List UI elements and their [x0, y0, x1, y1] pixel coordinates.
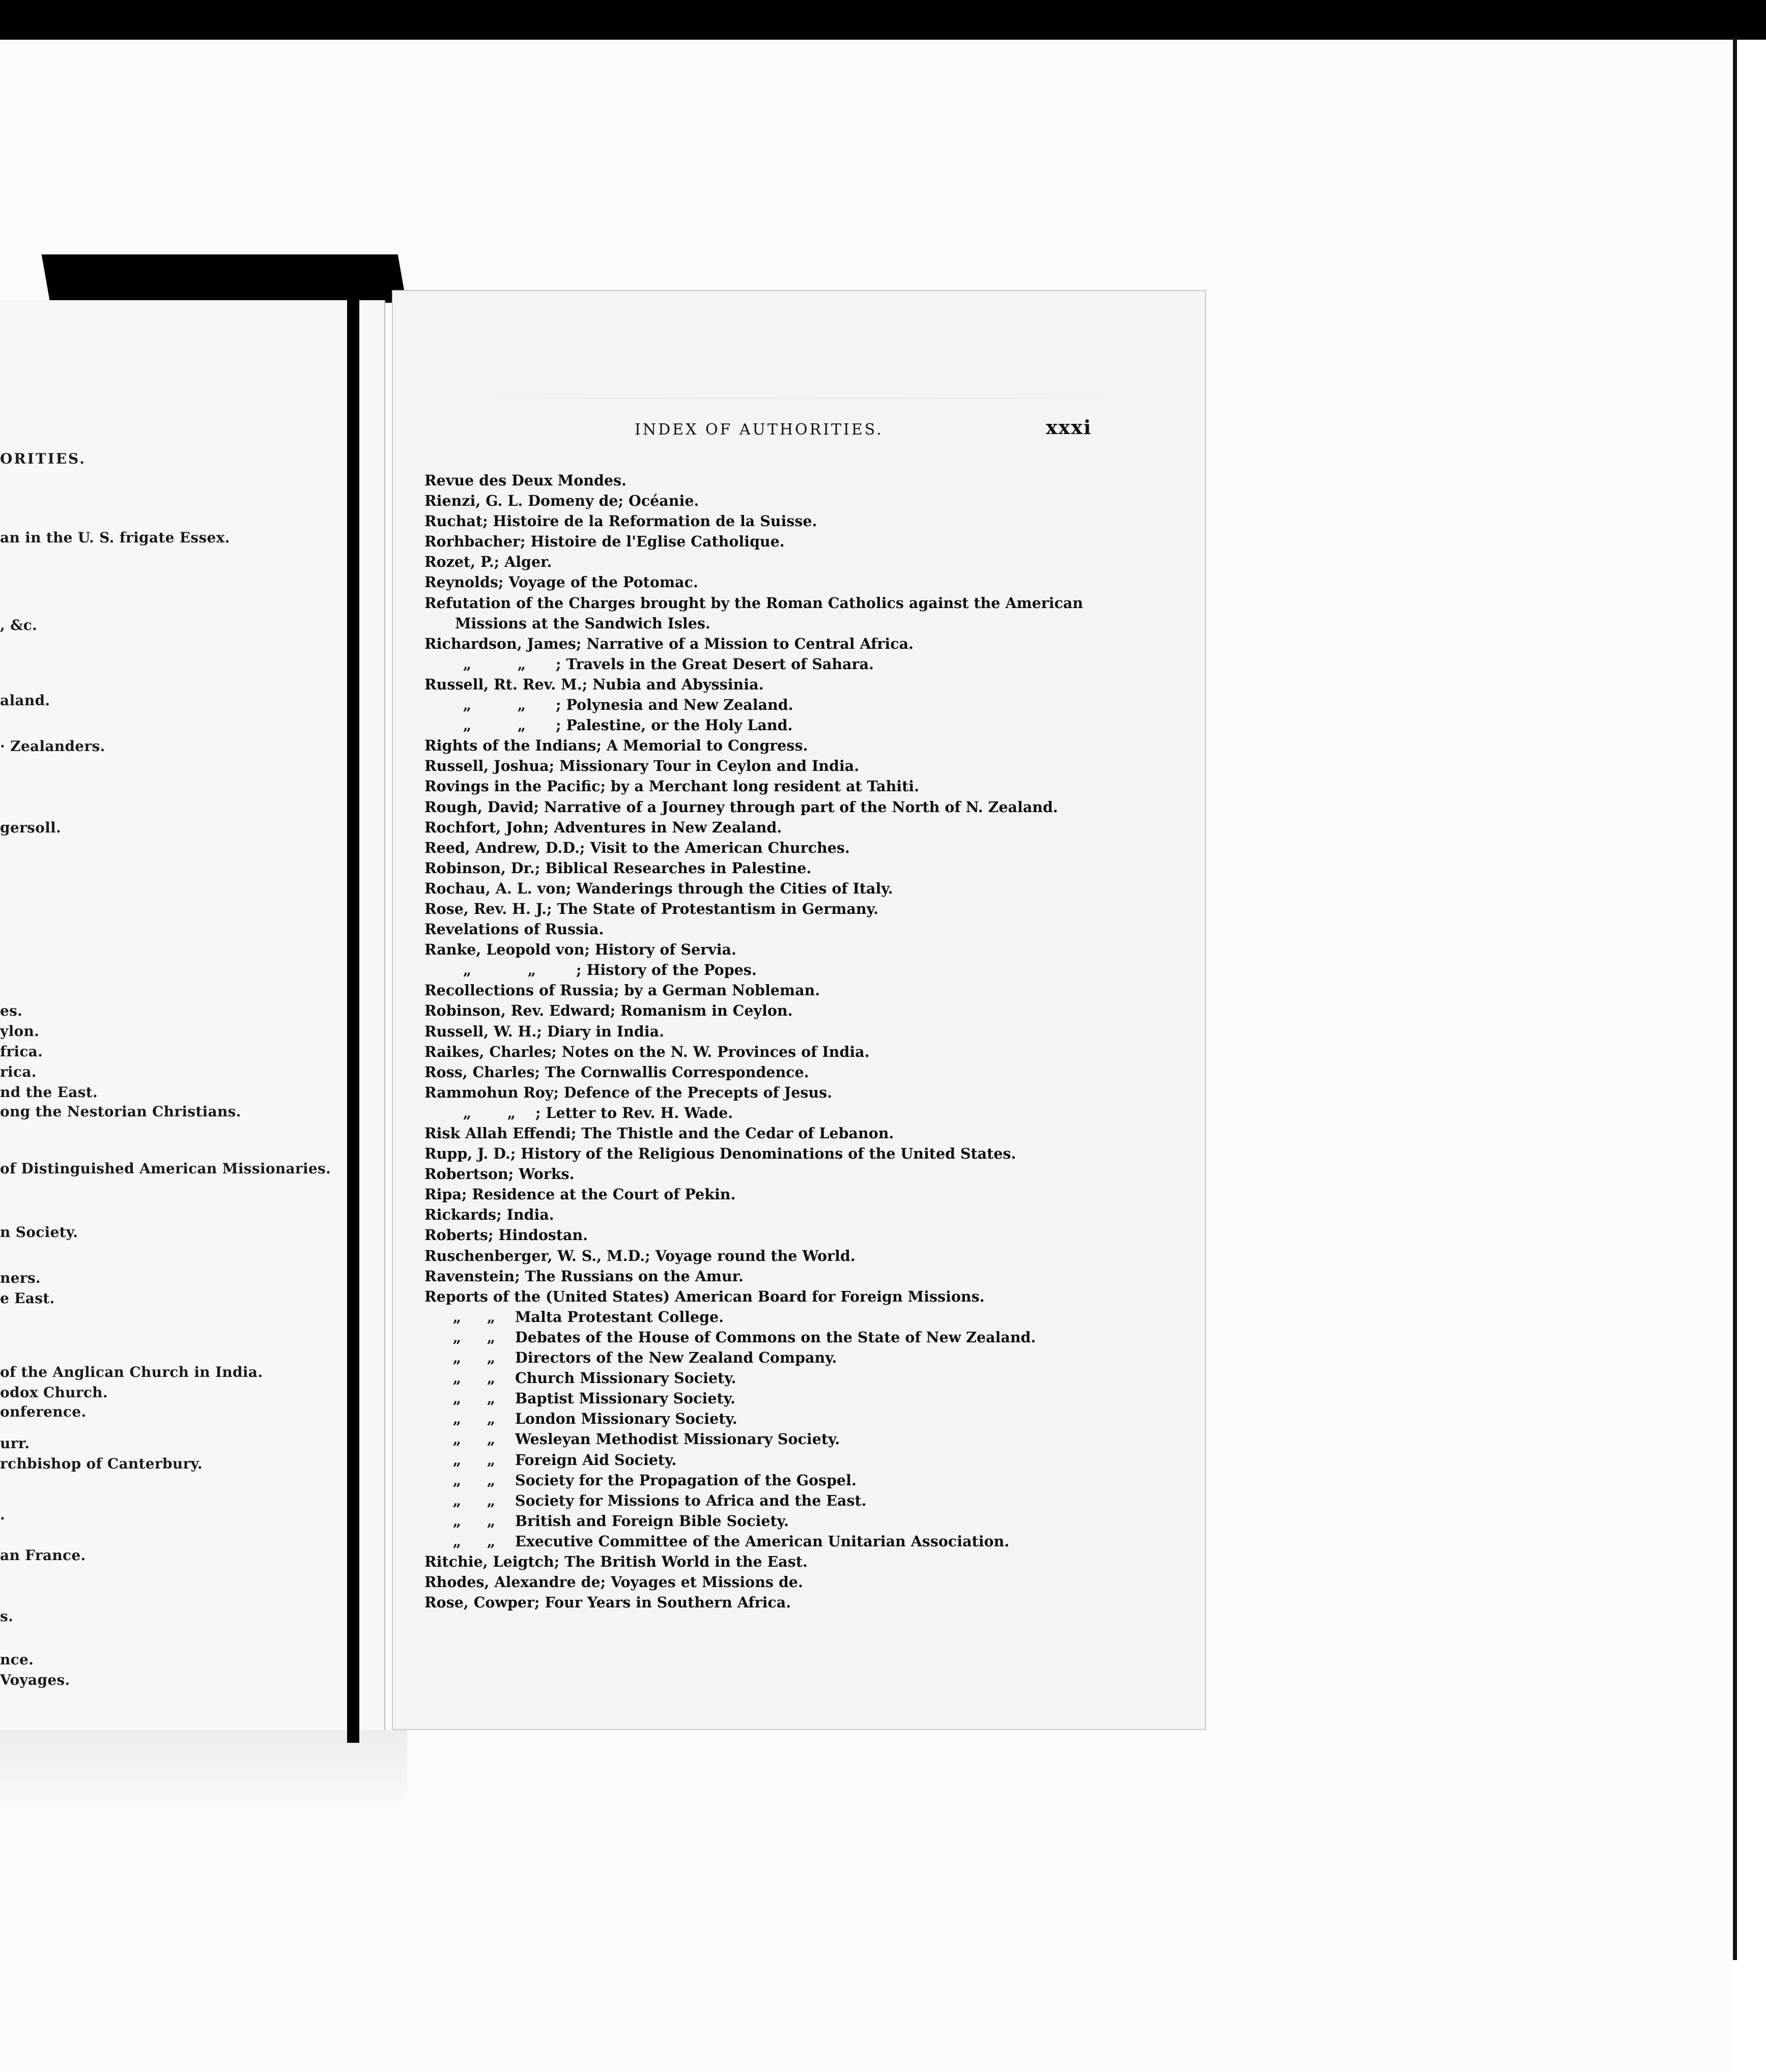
ditto-mark: „	[452, 1369, 462, 1387]
index-entry	[424, 1042, 1178, 1062]
ditto-mark: „	[487, 1471, 496, 1489]
ditto-mark: „	[487, 1491, 496, 1509]
ditto-mark: „	[452, 1349, 462, 1367]
index-entry	[424, 1551, 1178, 1572]
index-entry-text: Rienzi, G. L. Domeny de; Océanie.	[424, 492, 699, 510]
index-entry	[424, 817, 1178, 838]
index-entry	[424, 980, 1178, 1000]
index-entry	[424, 593, 1178, 613]
left-page-heading: ORITIES.	[0, 450, 87, 467]
index-entry	[424, 695, 1178, 715]
scanner-top-band	[0, 0, 1766, 40]
index-entry	[424, 1266, 1178, 1286]
index-entry	[424, 919, 1178, 939]
ditto-mark: „	[452, 1532, 462, 1550]
index-entry-text: Rose, Rev. H. J.; The State of Protestantism in Germany.	[424, 900, 878, 917]
index-entry	[424, 797, 1178, 817]
index-entry	[424, 1327, 1178, 1347]
index-entry-text: Recollections of Russia; by a German Nobleman.	[424, 982, 820, 999]
ditto-mark: „	[507, 1104, 516, 1121]
ditto-mark: „	[452, 1512, 462, 1530]
index-entry	[424, 1286, 1178, 1307]
index-entry-text: ; Letter to Rev. H. Wade.	[535, 1104, 733, 1121]
index-entry-text: Ross, Charles; The Cornwallis Correspondence.	[424, 1063, 809, 1081]
index-entry	[424, 1204, 1178, 1225]
ditto-mark: „	[487, 1390, 496, 1407]
left-page-line: nce.	[0, 1651, 34, 1668]
index-entry-text: Malta Protestant College.	[515, 1308, 724, 1326]
index-entry-text: Directors of the New Zealand Company.	[515, 1349, 837, 1367]
index-entry	[424, 838, 1178, 858]
index-entry-text: Robinson, Rev. Edward; Romanism in Ceylon.	[424, 1002, 793, 1020]
index-entry-text: ; History of the Popes.	[576, 961, 757, 979]
index-entry-text: Executive Committee of the American Unitarian Association.	[515, 1532, 1010, 1550]
index-entry-text: British and Foreign Bible Society.	[515, 1512, 789, 1530]
index-entry	[424, 878, 1178, 899]
left-page-shadow	[0, 1730, 407, 1811]
index-entry	[424, 899, 1178, 919]
index-entry	[424, 1572, 1178, 1592]
left-page-line: ylon.	[0, 1023, 40, 1040]
ditto-mark: „	[452, 1451, 462, 1469]
left-page-line: s.	[0, 1608, 14, 1625]
index-entry	[424, 1082, 1178, 1103]
index-entry	[424, 858, 1178, 878]
left-page-line: .	[0, 1506, 6, 1523]
index-entry-text: Rozet, P.; Alger.	[424, 553, 552, 571]
index-entry-text: ; Palestine, or the Holy Land.	[556, 716, 793, 734]
index-entry-text: Society for the Propagation of the Gospel.	[515, 1471, 857, 1489]
left-page-line: onference.	[0, 1403, 87, 1420]
left-page-line: nd the East.	[0, 1084, 98, 1101]
left-page-line: frica.	[0, 1043, 43, 1060]
index-entry	[424, 1307, 1178, 1327]
index-entry	[424, 511, 1178, 531]
index-entry-text: Rammohun Roy; Defence of the Precepts of Jesus.	[424, 1083, 833, 1101]
index-entry	[424, 939, 1178, 960]
index-entry-text: Church Missionary Society.	[515, 1369, 736, 1387]
ditto-mark: „	[487, 1349, 496, 1367]
page-number: xxxi	[1046, 416, 1092, 439]
left-page-line: ong the Nestorian Christians.	[0, 1103, 241, 1120]
ditto-mark: „	[452, 1430, 462, 1448]
left-page-line: n Society.	[0, 1224, 78, 1241]
index-entry-text: Baptist Missionary Society.	[515, 1390, 735, 1407]
index-entry	[424, 1408, 1178, 1429]
index-entry	[424, 1062, 1178, 1082]
index-entry-text: ; Travels in the Great Desert of Sahara.	[556, 655, 874, 673]
index-entry-text: Richardson, James; Narrative of a Mission to Central Africa.	[424, 635, 914, 652]
ditto-mark: „	[452, 1390, 462, 1407]
index-entry-text: Reed, Andrew, D.D.; Visit to the American Churches.	[424, 839, 850, 856]
index-entry	[424, 613, 1178, 634]
index-entry	[424, 1164, 1178, 1184]
ditto-mark: „	[452, 1410, 462, 1428]
index-entry-text: Ruchat; Histoire de la Reformation de la Suisse.	[424, 512, 817, 530]
left-page-line: e East.	[0, 1290, 55, 1307]
index-entry-text: Robertson; Works.	[424, 1165, 575, 1183]
index-entry-text: Robinson, Dr.; Biblical Researches in Palestine.	[424, 859, 812, 877]
index-entry	[424, 1368, 1178, 1388]
index-entry	[424, 1225, 1178, 1245]
index-entry-text: Ravenstein; The Russians on the Amur.	[424, 1267, 744, 1285]
ditto-mark: „	[487, 1532, 496, 1550]
left-page-line: rchbishop of Canterbury.	[0, 1455, 203, 1472]
index-entry-text: Rickards; India.	[424, 1206, 554, 1224]
ditto-mark: „	[452, 1471, 462, 1489]
index-entry-text: Rochau, A. L. von; Wanderings through the Cities of Italy.	[424, 879, 893, 897]
left-page-line: of Distinguished American Missionaries.	[0, 1160, 331, 1177]
index-entry	[424, 572, 1178, 592]
ditto-mark: „	[487, 1451, 496, 1469]
index-entry	[424, 1123, 1178, 1143]
index-entry	[424, 715, 1178, 735]
ditto-mark: „	[517, 696, 526, 714]
index-entry	[424, 735, 1178, 756]
index-entry-text: Rhodes, Alexandre de; Voyages et Missions de.	[424, 1573, 803, 1591]
index-entry	[424, 1021, 1178, 1042]
left-page-line: odox Church.	[0, 1384, 108, 1401]
ditto-mark: „	[487, 1430, 496, 1448]
index-entry	[424, 1531, 1178, 1551]
index-entry-text: Russell, Joshua; Missionary Tour in Ceylon and India.	[424, 757, 860, 775]
index-entry	[424, 756, 1178, 776]
index-entry	[424, 776, 1178, 796]
index-entry	[424, 674, 1178, 695]
index-entry-text: Rorhbacher; Histoire de l'Eglise Catholique.	[424, 533, 785, 551]
ditto-mark: „	[463, 1104, 472, 1121]
ditto-mark: „	[452, 1328, 462, 1346]
index-entry	[424, 1592, 1178, 1613]
ditto-mark: „	[517, 655, 526, 673]
show-through-mark	[393, 398, 1205, 399]
index-entry-text: Foreign Aid Society.	[515, 1451, 677, 1469]
index-entry-text: Refutation of the Charges brought by the Roman Catholics against the American	[424, 594, 1084, 612]
ditto-mark: „	[487, 1512, 496, 1530]
ditto-mark: „	[463, 716, 472, 734]
index-entry-text: Rose, Cowper; Four Years in Southern Africa.	[424, 1594, 791, 1611]
ditto-mark: „	[463, 696, 472, 714]
index-entry-text: Missions at the Sandwich Isles.	[455, 614, 710, 632]
scanner-right-frame	[1733, 37, 1737, 1960]
index-entry	[424, 1511, 1178, 1531]
index-entry-text: Rochfort, John; Adventures in New Zealand.	[424, 818, 782, 836]
left-page-fragment	[0, 300, 385, 1750]
index-entry	[424, 531, 1178, 552]
index-entry	[424, 1143, 1178, 1164]
ditto-mark: „	[487, 1308, 496, 1326]
left-page-line: es.	[0, 1002, 23, 1019]
ditto-mark: „	[527, 961, 536, 979]
index-entry-text: Ruschenberger, W. S., M.D.; Voyage round the World.	[424, 1247, 856, 1264]
left-page-line: , &c.	[0, 617, 38, 634]
book-spine-bar	[347, 300, 359, 1743]
index-entry	[424, 1246, 1178, 1266]
index-entry	[424, 960, 1178, 980]
index-entry-text: Revelations of Russia.	[424, 920, 604, 938]
index-entry	[424, 634, 1178, 654]
left-page-line: rica.	[0, 1063, 37, 1080]
ditto-mark: „	[452, 1491, 462, 1509]
index-entry-text: Russell, W. H.; Diary in India.	[424, 1022, 665, 1040]
left-page-line: of the Anglican Church in India.	[0, 1364, 263, 1380]
index-entry	[424, 1429, 1178, 1449]
left-page-binding-tab	[42, 254, 407, 303]
index-entry	[424, 1000, 1178, 1021]
index-entry	[424, 654, 1178, 674]
index-entry-text: Ritchie, Leigtch; The British World in the East.	[424, 1552, 808, 1570]
left-page-line: Voyages.	[0, 1672, 70, 1688]
index-entry	[424, 470, 1178, 491]
ditto-mark: „	[517, 716, 526, 734]
index-entry-text: Rovings in the Pacific; by a Merchant long resident at Tahiti.	[424, 778, 920, 795]
index-entry	[424, 1347, 1178, 1368]
index-entry-text: Debates of the House of Commons on the State of New Zealand.	[515, 1328, 1036, 1346]
ditto-mark: „	[463, 655, 472, 673]
index-page	[392, 290, 1206, 1730]
index-entry-text: Reynolds; Voyage of the Potomac.	[424, 573, 698, 591]
left-page-line: urr.	[0, 1435, 30, 1452]
index-entry-text: Rights of the Indians; A Memorial to Congress.	[424, 737, 808, 755]
index-entry-text: Wesleyan Methodist Missionary Society.	[515, 1430, 840, 1448]
left-page-line: aland.	[0, 692, 50, 709]
index-entry-text: Rupp, J. D.; History of the Religious Denominations of the United States.	[424, 1145, 1016, 1163]
index-entry-text: Raikes, Charles; Notes on the N. W. Provinces of India.	[424, 1043, 870, 1060]
ditto-mark: „	[487, 1410, 496, 1428]
left-page-line: an France.	[0, 1547, 86, 1564]
left-page-line: ners.	[0, 1270, 41, 1286]
index-entry-text: London Missionary Society.	[515, 1410, 737, 1428]
index-entry-text: Ranke, Leopold von; History of Servia.	[424, 941, 736, 959]
left-page-line: gersoll.	[0, 819, 62, 836]
ditto-mark: „	[487, 1328, 496, 1346]
running-head: INDEX OF AUTHORITIES.	[635, 421, 884, 439]
index-entry-text: Risk Allah Effendi; The Thistle and the Cedar of Lebanon.	[424, 1125, 894, 1142]
index-entry-text: Reports of the (United States) American Board for Foreign Missions.	[424, 1287, 985, 1305]
index-entry	[424, 491, 1178, 511]
left-page-line: · Zealanders.	[0, 738, 105, 755]
index-entry	[424, 1450, 1178, 1470]
ditto-mark: „	[487, 1369, 496, 1387]
index-entry	[424, 1388, 1178, 1408]
index-entry-text: Society for Missions to Africa and the East.	[515, 1491, 867, 1509]
index-entry	[424, 1184, 1178, 1204]
index-entry	[424, 1470, 1178, 1490]
index-entry-text: Roberts; Hindostan.	[424, 1226, 588, 1244]
index-entry-text: Rough, David; Narrative of a Journey through part of the North of N. Zealand.	[424, 798, 1058, 816]
index-entry-text: Ripa; Residence at the Court of Pekin.	[424, 1186, 736, 1203]
ditto-mark: „	[463, 961, 472, 979]
left-page-line: an in the U. S. frigate Essex.	[0, 529, 230, 546]
index-entry	[424, 552, 1178, 572]
index-entry	[424, 1103, 1178, 1123]
index-entry-list	[424, 470, 1178, 1613]
index-entry-text: Revue des Deux Mondes.	[424, 472, 626, 489]
index-entry-text: ; Polynesia and New Zealand.	[556, 696, 793, 714]
index-entry-text: Russell, Rt. Rev. M.; Nubia and Abyssinia.	[424, 675, 764, 693]
index-entry	[424, 1490, 1178, 1511]
ditto-mark: „	[452, 1308, 462, 1326]
